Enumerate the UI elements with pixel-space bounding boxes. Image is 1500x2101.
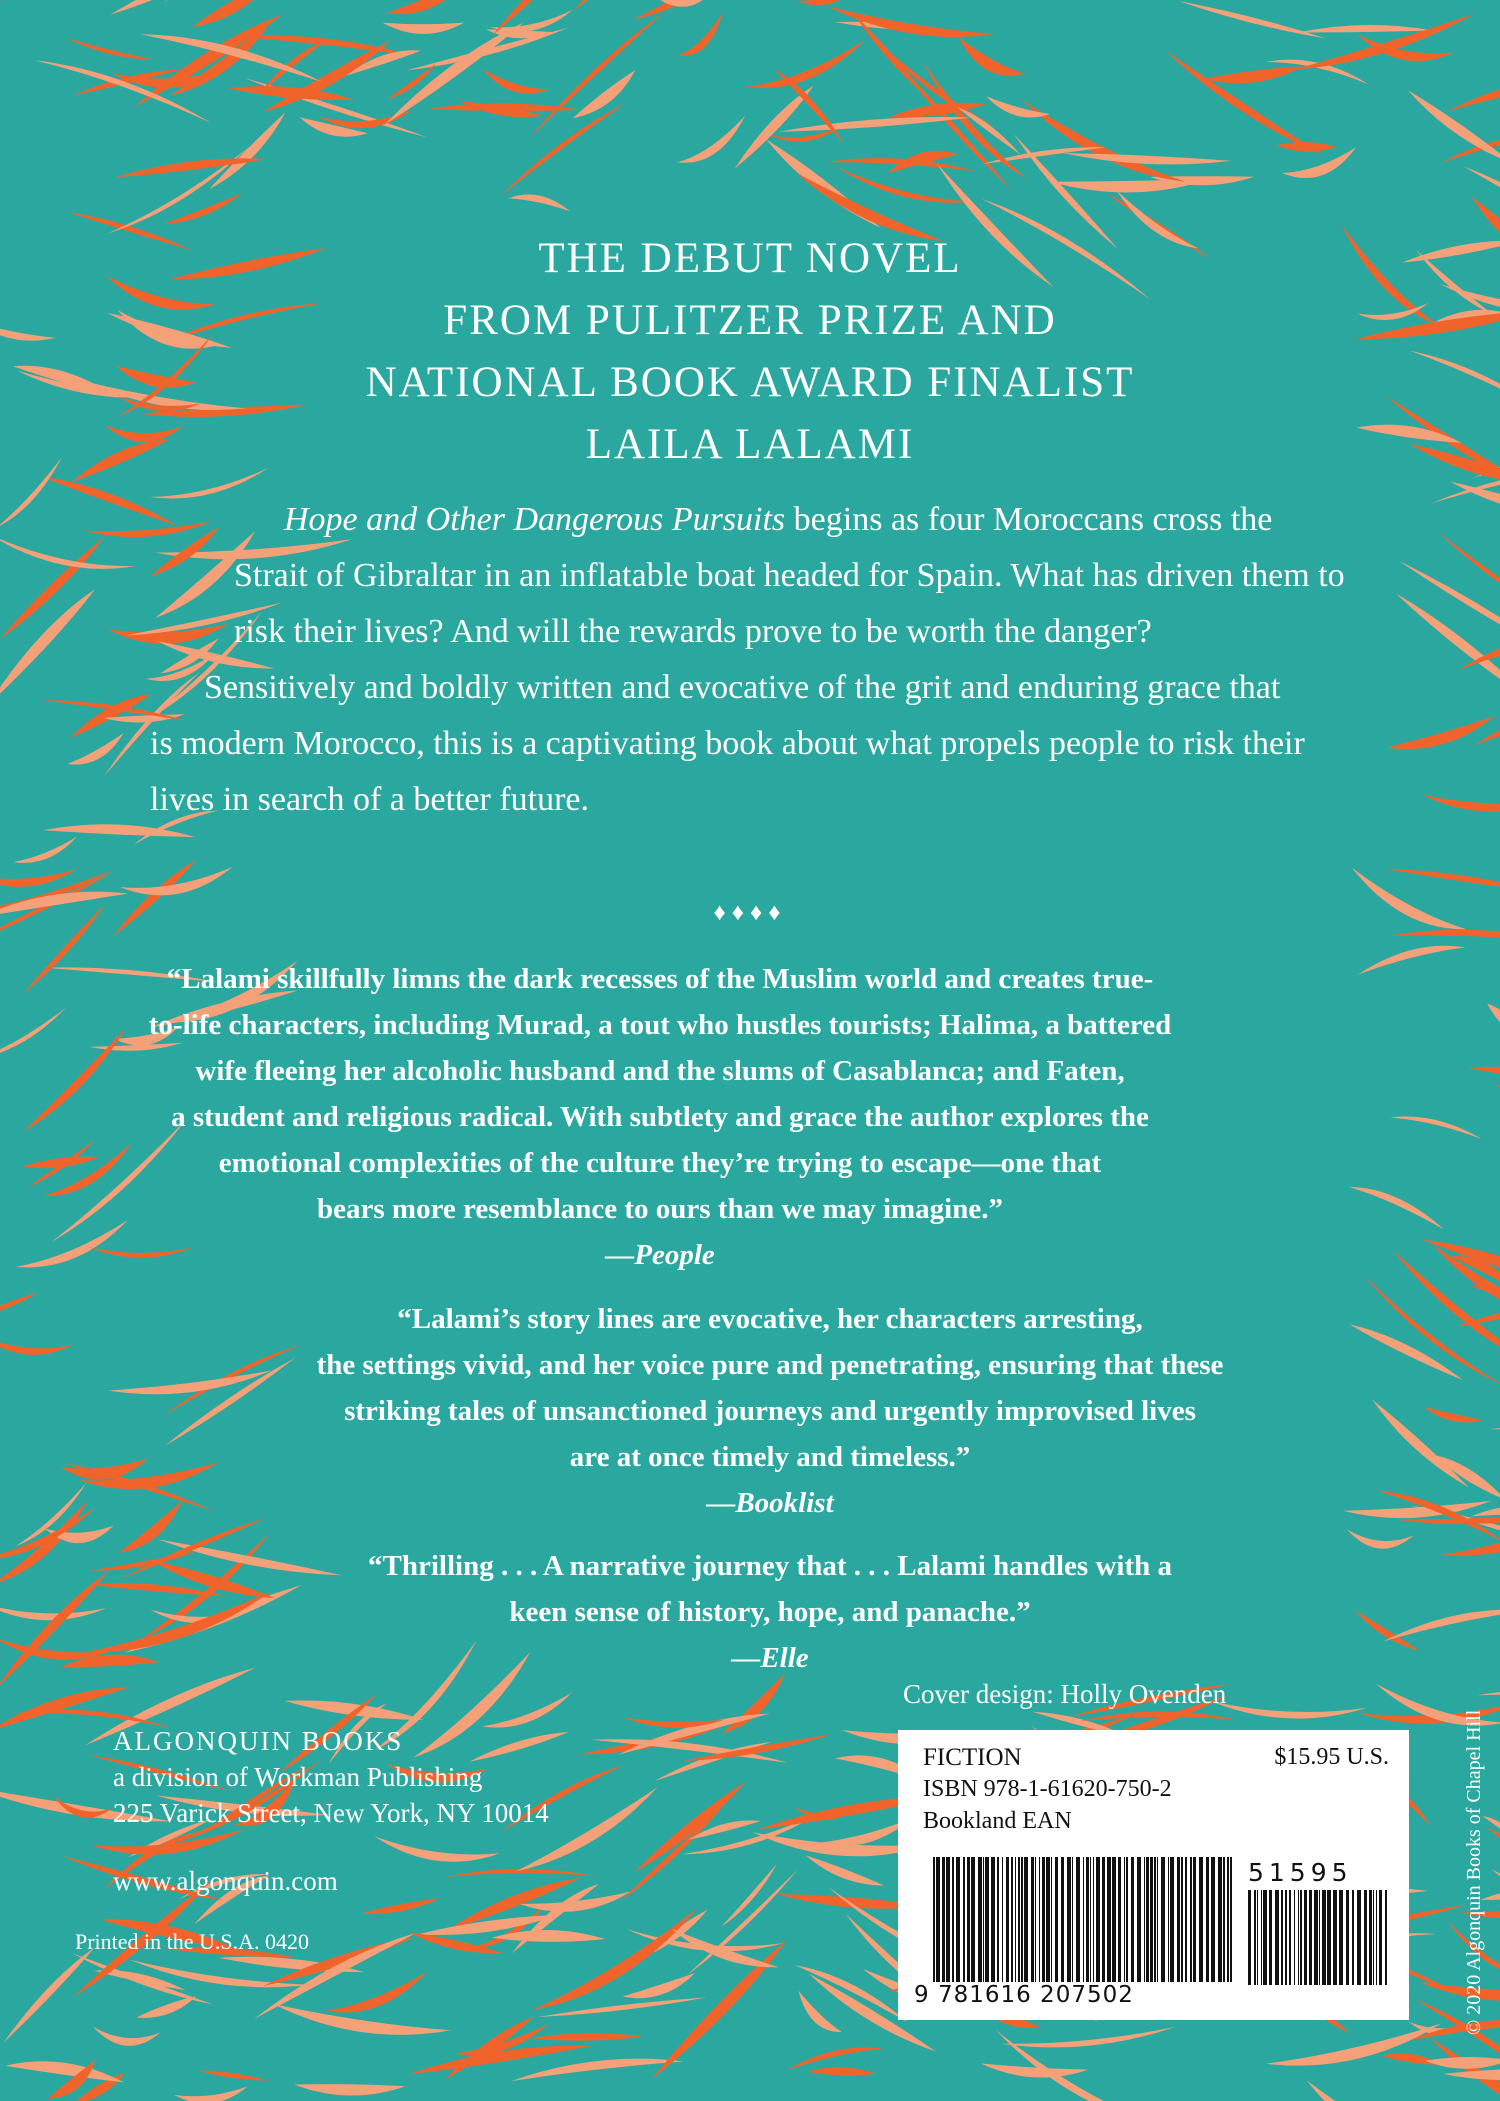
barcode-bar bbox=[1039, 1857, 1040, 1982]
quote-line: “Thrilling . . . A narrative journey that . . . Lalami handles with a bbox=[368, 1550, 1172, 1582]
description-paragraph: Sensitively and boldly written and evocative of the grit and enduring grace that is modern Morocco, this is a captivating book about what propels people to risk their lives in search of a better future. bbox=[150, 669, 1305, 818]
barcode-bar bbox=[1076, 1857, 1080, 1982]
description-text: begins as four Moroccans cross the Strait of Gibraltar in an inflatable boat headed for Spain. What has driven them to risk their lives? And will the rewards prove to be worth the danger? bbox=[234, 501, 1345, 650]
barcode-bar bbox=[1137, 1857, 1141, 1982]
barcode-bar bbox=[1011, 1857, 1013, 1982]
review-quote bbox=[300, 1543, 1240, 1681]
barcode-bar bbox=[1181, 1857, 1183, 1982]
quote-line: wife fleeing her alcoholic husband and the slums of Casablanca; and Faten, bbox=[195, 1055, 1125, 1087]
barcode-panel bbox=[898, 1730, 1409, 2020]
barcode-bar bbox=[1369, 1890, 1372, 1985]
barcode-bar bbox=[1144, 1857, 1145, 1982]
barcode-bar bbox=[991, 1857, 995, 1982]
barcode-bar bbox=[1161, 1857, 1165, 1982]
barcode-bar bbox=[1021, 1857, 1023, 1982]
quote-line: bears more resemblance to ours than we may imagine.” bbox=[317, 1193, 1003, 1225]
barcode-bar bbox=[1150, 1857, 1153, 1982]
barcode-bar bbox=[1018, 1857, 1020, 1982]
barcode-bar bbox=[1170, 1857, 1174, 1982]
barcode-bar bbox=[1300, 1890, 1302, 1985]
barcode-bar bbox=[1042, 1857, 1045, 1982]
headline-line: LAILA LALAMI bbox=[585, 421, 915, 468]
quote-line: a student and religious radical. With subtlety and grace the author explores the bbox=[171, 1101, 1149, 1133]
barcode-bar bbox=[1015, 1857, 1016, 1982]
ornament-divider: ♦♦♦♦ bbox=[713, 900, 787, 926]
barcode-supplement-number: 51595 bbox=[1248, 1858, 1353, 1887]
barcode-bar bbox=[983, 1857, 984, 1982]
barcode-bar bbox=[1373, 1890, 1374, 1985]
barcode-bar bbox=[1322, 1890, 1326, 1985]
barcode-bar bbox=[1168, 1857, 1169, 1982]
barcode-bar bbox=[936, 1857, 940, 1982]
quote-line: striking tales of unsanctioned journeys and urgently improvised lives bbox=[344, 1395, 1196, 1427]
barcode-bar bbox=[1298, 1890, 1299, 1985]
barcode-isbn: ISBN 978-1-61620-750-2 bbox=[923, 1776, 1172, 1802]
barcode-bar bbox=[1102, 1857, 1105, 1982]
book-description bbox=[150, 492, 1400, 828]
barcode-bar bbox=[1046, 1857, 1050, 1982]
quote-attribution: —Booklist bbox=[706, 1487, 834, 1519]
publisher-website: www.algonquin.com bbox=[113, 1866, 338, 1896]
barcode-category: FICTION bbox=[923, 1744, 1022, 1771]
headline-line: THE DEBUT NOVEL bbox=[538, 235, 962, 282]
barcode-bar bbox=[1177, 1857, 1180, 1982]
quote-line: “Lalami skillfully limns the dark recesses of the Muslim world and creates true- bbox=[166, 963, 1154, 995]
barcode-bar bbox=[1124, 1857, 1125, 1982]
barcode-bar bbox=[978, 1857, 982, 1982]
barcode-bar bbox=[1072, 1857, 1073, 1982]
description-paragraph bbox=[234, 492, 1354, 660]
barcode-bar bbox=[1107, 1857, 1111, 1982]
barcode-bar bbox=[1319, 1890, 1320, 1985]
barcode-bar bbox=[1376, 1890, 1377, 1985]
barcode-bar bbox=[1352, 1890, 1354, 1985]
barcode-bar bbox=[1269, 1890, 1272, 1985]
barcode-bar bbox=[1275, 1890, 1279, 1985]
barcode-bar bbox=[1185, 1857, 1187, 1982]
barcode-bar bbox=[1339, 1890, 1343, 1985]
barcode-bar bbox=[1289, 1890, 1291, 1985]
quote-line: emotional complexities of the culture they’re trying to escape—one that bbox=[218, 1147, 1102, 1179]
barcode-bar bbox=[1083, 1857, 1084, 1982]
headline-line: FROM PULITZER PRIZE AND bbox=[443, 297, 1057, 344]
barcode-bar bbox=[963, 1857, 965, 1982]
barcode-price: $15.95 U.S. bbox=[1274, 1744, 1389, 1770]
barcode-bar bbox=[1304, 1890, 1307, 1985]
barcode-bar bbox=[985, 1857, 989, 1982]
barcode-bar bbox=[1261, 1890, 1262, 1985]
barcode-bar bbox=[1157, 1857, 1158, 1982]
barcode-bar bbox=[946, 1857, 950, 1982]
barcode-bar bbox=[933, 1857, 935, 1982]
barcode-bar bbox=[971, 1857, 975, 1982]
barcode-bar bbox=[1257, 1890, 1258, 1985]
barcode-bar bbox=[1035, 1857, 1036, 1982]
barcode-bar bbox=[1206, 1857, 1209, 1982]
barcode-bar bbox=[1281, 1890, 1283, 1985]
barcode-bar bbox=[1314, 1890, 1318, 1985]
barcode-bar bbox=[1090, 1857, 1091, 1982]
barcode-ean-label: Bookland EAN bbox=[923, 1808, 1072, 1834]
barcode-bar bbox=[1112, 1857, 1116, 1982]
barcode-bar bbox=[1327, 1890, 1331, 1985]
quote-line: are at once timely and timeless.” bbox=[569, 1441, 971, 1473]
barcode-bar bbox=[1309, 1890, 1312, 1985]
barcode-bar bbox=[1154, 1857, 1156, 1982]
barcode-bar bbox=[1190, 1857, 1192, 1982]
barcode-bar bbox=[1093, 1857, 1094, 1982]
quote-attribution: —People bbox=[605, 1239, 715, 1271]
printed-notice: Printed in the U.S.A. 0420 bbox=[75, 1929, 310, 1954]
book-title: Hope and Other Dangerous Pursuits bbox=[284, 501, 786, 538]
quote-line: to-life characters, including Murad, a tout who hustles tourists; Halima, a battered bbox=[148, 1009, 1172, 1041]
barcode-bar bbox=[942, 1857, 945, 1982]
barcode-bar bbox=[1227, 1857, 1229, 1982]
barcode-bar bbox=[1285, 1890, 1287, 1985]
publisher-name: ALGONQUIN BOOKS bbox=[113, 1726, 404, 1756]
cover-design-credit: Cover design: Holly Ovenden bbox=[903, 1679, 1227, 1709]
barcode-bar bbox=[1199, 1857, 1203, 1982]
barcode-bar bbox=[1218, 1857, 1222, 1982]
barcode-supplement-bars bbox=[1248, 1890, 1398, 1985]
barcode-bar bbox=[1223, 1857, 1225, 1982]
barcode-bar bbox=[1131, 1857, 1134, 1982]
barcode-bar bbox=[1055, 1857, 1058, 1982]
copyright-notice: © 2020 Algonquin Books of Chapel Hill bbox=[1463, 1709, 1485, 2035]
barcode-bar bbox=[1096, 1857, 1100, 1982]
barcode-bar bbox=[1385, 1890, 1387, 1985]
publisher-division: a division of Workman Publishing bbox=[113, 1762, 483, 1792]
barcode-digits: 9 781616 207502 bbox=[914, 1982, 1134, 2008]
barcode-bar bbox=[1051, 1857, 1052, 1982]
quote-line: the settings vivid, and her voice pure and penetrating, ensuring that these bbox=[316, 1349, 1224, 1381]
headline-line: NATIONAL BOOK AWARD FINALIST bbox=[365, 359, 1135, 406]
publisher-block bbox=[113, 1723, 549, 1899]
publisher-address: 225 Varick Street, New York, NY 10014 bbox=[113, 1798, 549, 1828]
quote-line: “Lalami’s story lines are evocative, her characters arresting, bbox=[397, 1303, 1143, 1335]
barcode-bar bbox=[1230, 1857, 1232, 1982]
barcode-bar bbox=[1364, 1890, 1367, 1985]
barcode-bar bbox=[1248, 1890, 1251, 1985]
barcode-bar bbox=[1002, 1857, 1003, 1982]
review-quote bbox=[70, 956, 1250, 1278]
quote-attribution: —Elle bbox=[731, 1642, 809, 1674]
barcode-bar bbox=[1031, 1857, 1034, 1982]
barcode-bar bbox=[956, 1857, 960, 1982]
barcode-bar bbox=[967, 1857, 970, 1982]
barcode-bar bbox=[1024, 1857, 1028, 1982]
barcode-bar bbox=[1211, 1857, 1215, 1982]
barcode-bar bbox=[1126, 1857, 1128, 1982]
barcode-bar bbox=[1067, 1857, 1071, 1982]
barcode-bar bbox=[1193, 1857, 1196, 1982]
review-quote bbox=[230, 1296, 1310, 1526]
quote-line: keen sense of history, hope, and panache.” bbox=[509, 1596, 1031, 1628]
barcode-bar bbox=[1006, 1857, 1009, 1982]
barcode-bar bbox=[1346, 1890, 1349, 1985]
barcode-bar bbox=[1333, 1890, 1337, 1985]
barcode-bar bbox=[1379, 1890, 1382, 1985]
barcode-bar bbox=[1263, 1890, 1267, 1985]
barcode-bar bbox=[1254, 1890, 1256, 1985]
barcode-bar bbox=[1086, 1857, 1089, 1982]
barcode-bar bbox=[952, 1857, 954, 1982]
headline bbox=[200, 228, 1300, 476]
barcode-bar bbox=[1357, 1890, 1361, 1985]
barcode-bar bbox=[1146, 1857, 1149, 1982]
barcode-bar bbox=[1294, 1890, 1295, 1985]
barcode-bar bbox=[1118, 1857, 1121, 1982]
barcode-bar bbox=[1061, 1857, 1064, 1982]
barcode-main-bars bbox=[933, 1857, 1233, 1982]
barcode-bar bbox=[997, 1857, 999, 1982]
